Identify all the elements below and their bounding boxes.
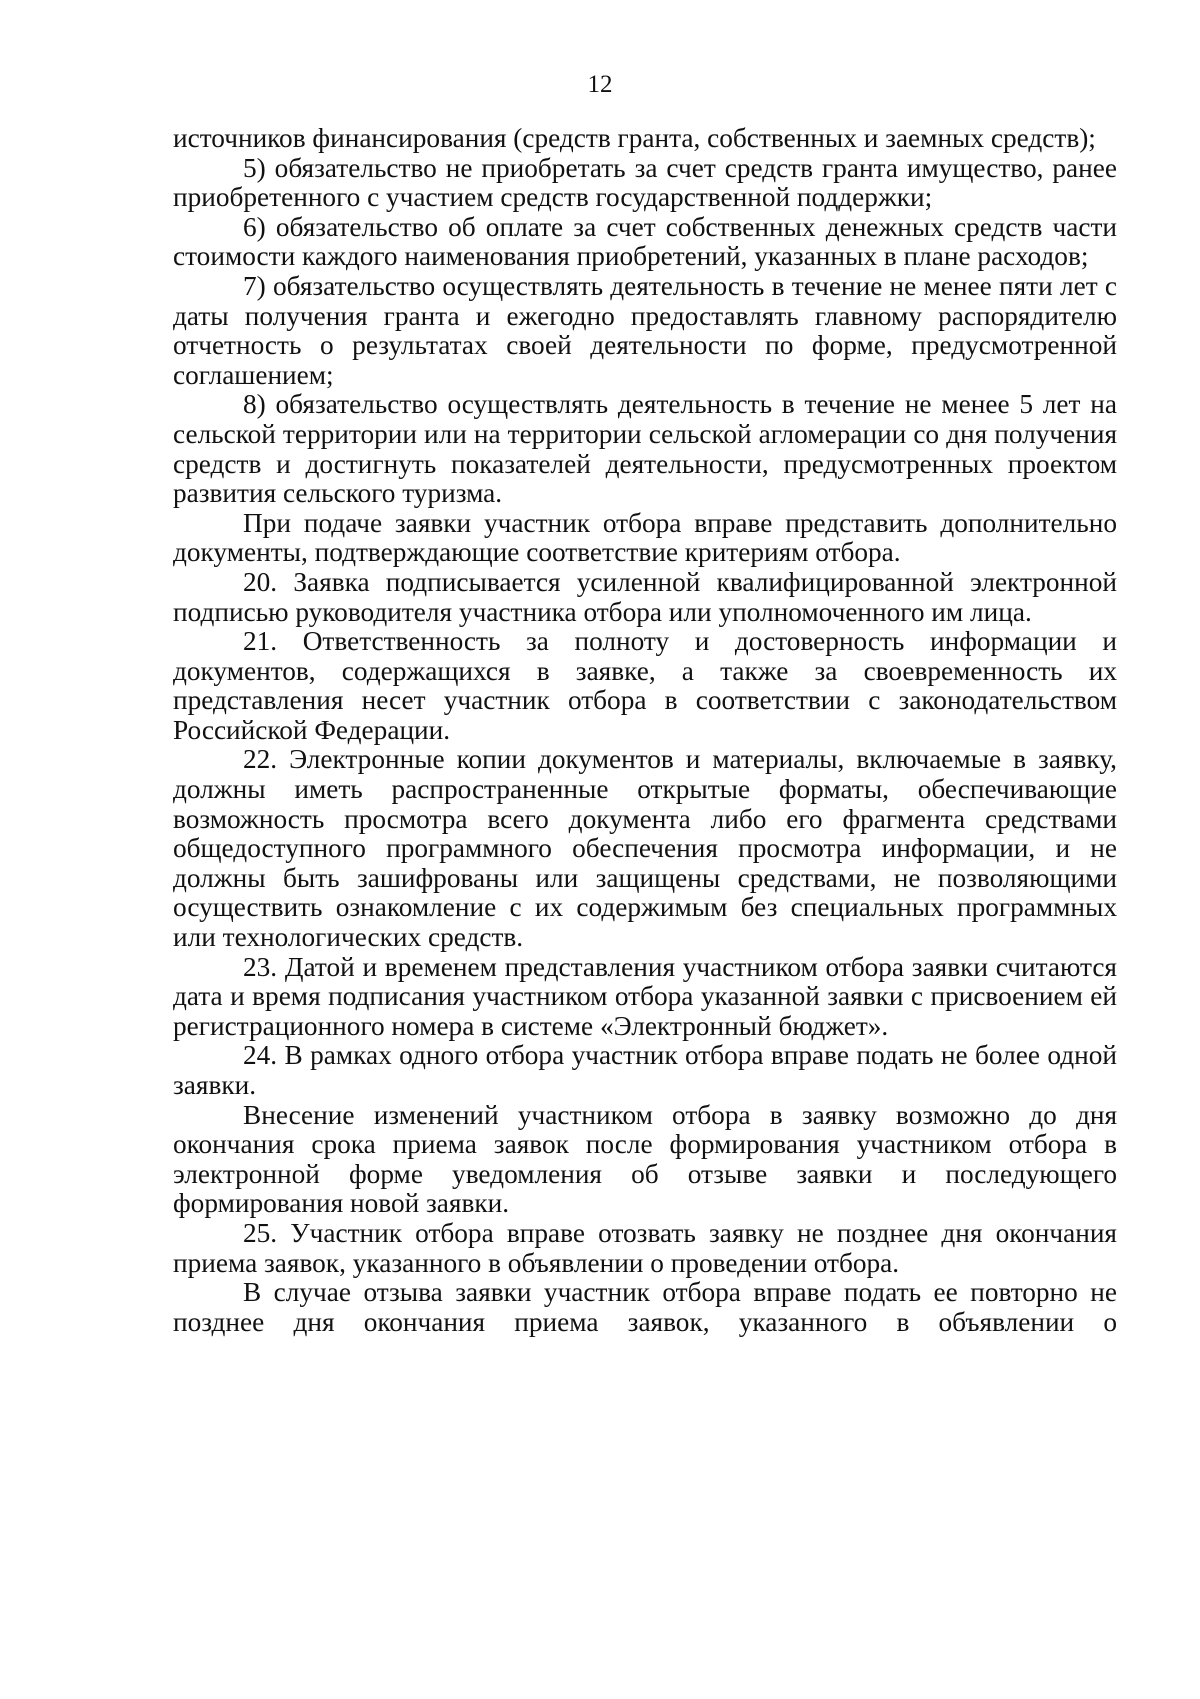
document-body [173,124,1117,1337]
page-number: 12 [587,71,613,98]
paragraph: 20. Заявка подписывается усиленной квалифицированной электронной подписью руководителя участника отбора или уполномоченного им лица. [173,566,1117,627]
paragraph: В случае отзыва заявки участник отбора вправе подать ее повторно не позднее дня окончания приема заявок, указанного в объявлении о [173,1277,1117,1337]
paragraph: 25. Участник отбора вправе отозвать заявку не позднее дня окончания приема заявок, указанного в объявлении о проведении отбора. [173,1217,1117,1278]
paragraph: 6) обязательство об оплате за счет собственных денежных средств части стоимости каждого наименования приобретений, указанных в плане расходов; [173,211,1117,272]
paragraph: 24. В рамках одного отбора участник отбора вправе подать не более одной заявки. [173,1040,1117,1100]
paragraph: Внесение изменений участником отбора в заявку возможно до дня окончания срока приема заявок после формирования участником отбора в электронной форме уведомления об отзыве заявки и последующего формирования новой заявки. [173,1099,1117,1219]
paragraph: 8) обязательство осуществлять деятельность в течение не менее 5 лет на сельской территории или на территории сельской агломерации со дня получения средств и достигнуть показателей деятельности, предусмотренных проектом развития сельского туризма. [173,389,1117,509]
paragraph: источников финансирования (средств гранта, собственных и заемных средств); [173,123,1096,153]
paragraph: При подаче заявки участник отбора вправе представить дополнительно документы, подтверждающие соответствие критериям отбора. [173,507,1117,568]
paragraph: 7) обязательство осуществлять деятельность в течение не менее пяти лет с даты получения гранта и ежегодно предоставлять главному распорядителю отчетность о результатах своей деятельности по форме, предусмотренной соглашением; [173,270,1117,390]
paragraph: 5) обязательство не приобретать за счет средств гранта имущество, ранее приобретенного с участием средств государственной поддержки; [173,152,1117,213]
paragraph: 23. Датой и временем представления участником отбора заявки считаются дата и время подписания участником отбора указанной заявки с присвоением ей регистрационного номера в системе «Электронный бюджет». [173,951,1117,1041]
paragraph: 22. Электронные копии документов и материалы, включаемые в заявку, должны иметь распространенные открытые форматы, обеспечивающие возможность просмотра всего документа либо его фрагмента средствами общедоступного программного обеспечения просмотра информации, и не должны быть зашифрованы или защищены средствами, не позволяющими осуществить ознакомление с их содержимым без специальных программных или технологических средств. [173,744,1117,953]
paragraph: 21. Ответственность за полноту и достоверность информации и документов, содержащихся в заявке, а также за своевременность их представления несет участник отбора в соответствии с законодательством Российской Федерации. [173,626,1117,745]
